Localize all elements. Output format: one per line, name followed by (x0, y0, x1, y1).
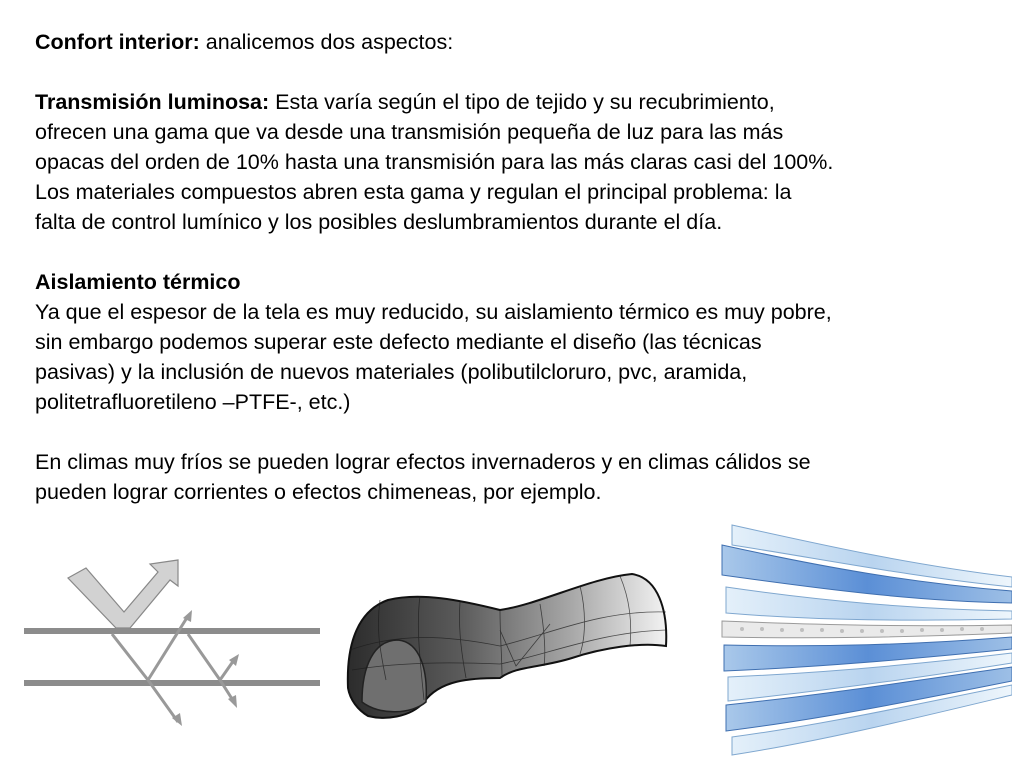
transmision-line-3: opacas del orden de 10% hasta una transmisión para las más claras casi del 100%. (35, 150, 834, 174)
climas-line-2: pueden lograr corrientes o efectos chimeneas, por ejemplo. (35, 480, 602, 504)
aislamiento-paragraph (35, 267, 1010, 417)
climas-paragraph (35, 447, 1010, 507)
heading-rest: analicemos dos aspectos: (199, 30, 454, 54)
incident-reflection-arrow (68, 560, 178, 628)
climas-line-1: En climas muy fríos se pueden lograr efectos invernaderos y en climas cálidos se (35, 450, 811, 474)
transmision-line-2: ofrecen una gama que va desde una transmisión pequeña de luz para las más (35, 120, 784, 144)
transmision-line-5: falta de control lumínico y los posibles deslumbramientos durante el día. (35, 210, 723, 234)
aislamiento-line-3: pasivas) y la inclusión de nuevos materiales (polibutilcloruro, pvc, aramida, (35, 360, 748, 384)
transmision-paragraph (35, 87, 1010, 237)
heading-bold: Confort interior: (35, 30, 200, 54)
aislamiento-title: Aislamiento térmico (35, 270, 241, 294)
heading-paragraph (35, 27, 1010, 57)
transmision-line-1: Esta varía según el tipo de tejido y su recubrimiento, (269, 90, 775, 114)
reflected-ray-1 (148, 616, 188, 680)
membrane-top (24, 628, 320, 634)
aislamiento-line-1: Ya que el espesor de la tela es muy reducido, su aislamiento térmico es muy pobre, (35, 300, 832, 324)
tunnel-membrane-diagram (340, 570, 672, 720)
transmision-line-4: Los materiales compuestos abren esta gama y regulan el principal problema: la (35, 180, 792, 204)
membrane-bottom (24, 680, 320, 686)
transmision-title: Transmisión luminosa: (35, 90, 270, 114)
aislamiento-line-4: politetrafluoretileno –PTFE-, etc.) (35, 390, 351, 414)
layer-mesh (722, 621, 1012, 638)
slide-text (35, 27, 1010, 507)
light-transmission-diagram (20, 556, 322, 726)
reflected-ray-2 (220, 660, 234, 680)
aislamiento-line-2: sin embargo podemos superar este defecto mediante el diseño (las técnicas (35, 330, 762, 354)
composite-layers-diagram (712, 505, 1012, 760)
